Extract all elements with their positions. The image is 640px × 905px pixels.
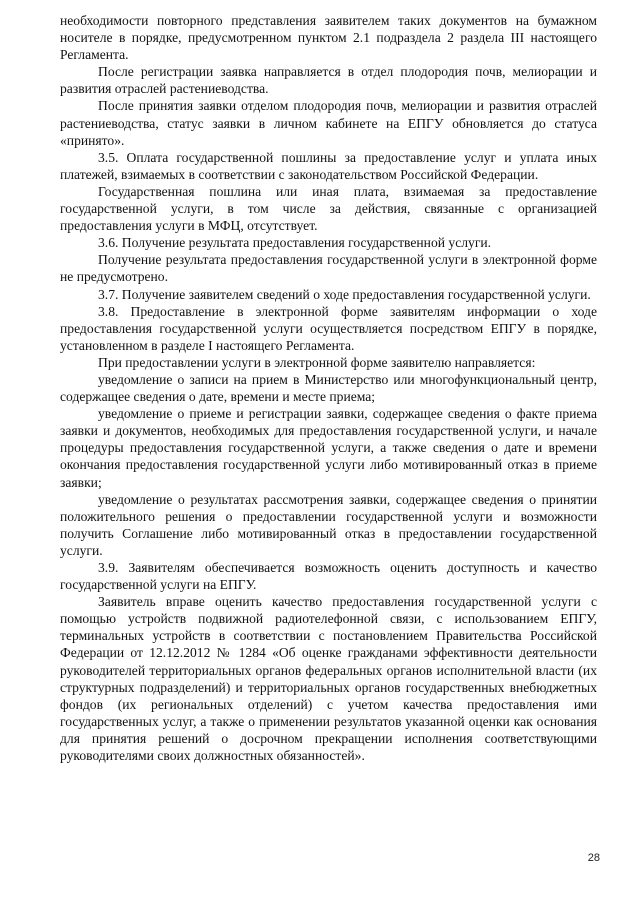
paragraph-fee: Государственная пошлина или иная плата, взимаемая за предоставление государственной услуги, в том числе за действия, связанные с организацией предоставления услуги в МФЦ, отсутствует.: [60, 183, 597, 234]
paragraph-status-update: После принятия заявки отделом плодородия почв, мелиорации и развития отраслей растениеводства, статус заявки в личном кабинете на ЕПГУ обновляется до статуса «принято».: [60, 98, 597, 148]
paragraph-section-3-8: 3.8. Предоставление в электронной форме заявителям информации о ходе предоставления государственной услуги осуществляется посредством ЕПГУ в порядке, установленном в разделе I настоящего Регламента.: [60, 303, 597, 353]
paragraph-notification-registration: уведомление о приеме и регистрации заявки, содержащее сведения о факте приема заявки и документов, необходимых для предоставления государственной услуги, и начале процедуры предоставления государственной услуги, а также сведения о дате и времени окончания предоставления государственной услуги либо мотивированный отказ в приеме заявки;: [60, 406, 597, 490]
paragraph-section-3-5: 3.5. Оплата государственной пошлины за предоставление услуг и уплата иных платежей, взимаемых в соответствии с законодательством Российской Федерации.: [60, 149, 597, 182]
paragraph-registration: После регистрации заявка направляется в отдел плодородия почв, мелиорации и развития отраслей растениеводства.: [60, 64, 597, 97]
paragraph-section-3-7: 3.7. Получение заявителем сведений о ходе предоставления государственной услуги.: [98, 286, 591, 302]
paragraph-section-3-9: 3.9. Заявителям обеспечивается возможность оценить доступность и качество государственной услуги на ЕПГУ.: [60, 560, 597, 593]
paragraph-notification-appointment: уведомление о записи на прием в Министерство или многофункциональный центр, содержащее сведения о дате, времени и месте приема;: [60, 371, 597, 405]
paragraph-quality-evaluation: Заявитель вправе оценить качество предоставления государственной услуги с помощью устройств подвижной радиотелефонной связи, с использованием ЕПГУ, терминальных устройств в соответствии с постановлением Правительства Российской Федерации от 12.12.2012 № 1284 «Об оценке гражданами эффективности деятельности руководителей территориальных органов федеральных органов исполнительной власти (их структурных подразделений) и территориальных органов государственных внебюджетных фондов (их региональных отделений) с учетом качества предоставления ими государственных услуг, а также о применении результатов указанной оценки как основания для принятия решений о досрочном прекращении исполнения соответствующими руководителями своих должностных обязанностей».: [60, 594, 597, 764]
body-text: [60, 12, 597, 764]
page-number: 28: [587, 852, 600, 864]
paragraph-section-3-6: 3.6. Получение результата предоставления государственной услуги.: [98, 235, 492, 251]
paragraph-notifications-intro: При предоставлении услуги в электронной форме заявителю направляется:: [98, 354, 536, 370]
paragraph-notification-result: уведомление о результатах рассмотрения заявки, содержащее сведения о принятии положительного решения о предоставлении государственной услуги и возможности получить Соглашение либо мотивированный отказ в предоставлении государственной услуги.: [60, 491, 597, 558]
paragraph-continuation: необходимости повторного представления заявителем таких документов на бумажном носителе в порядке, предусмотренном пунктом 2.1 подраздела 2 раздела III настоящего Регламента.: [60, 13, 597, 63]
paragraph-result: Получение результата предоставления государственной услуги в электронной форме не предусмотрено.: [60, 252, 597, 285]
